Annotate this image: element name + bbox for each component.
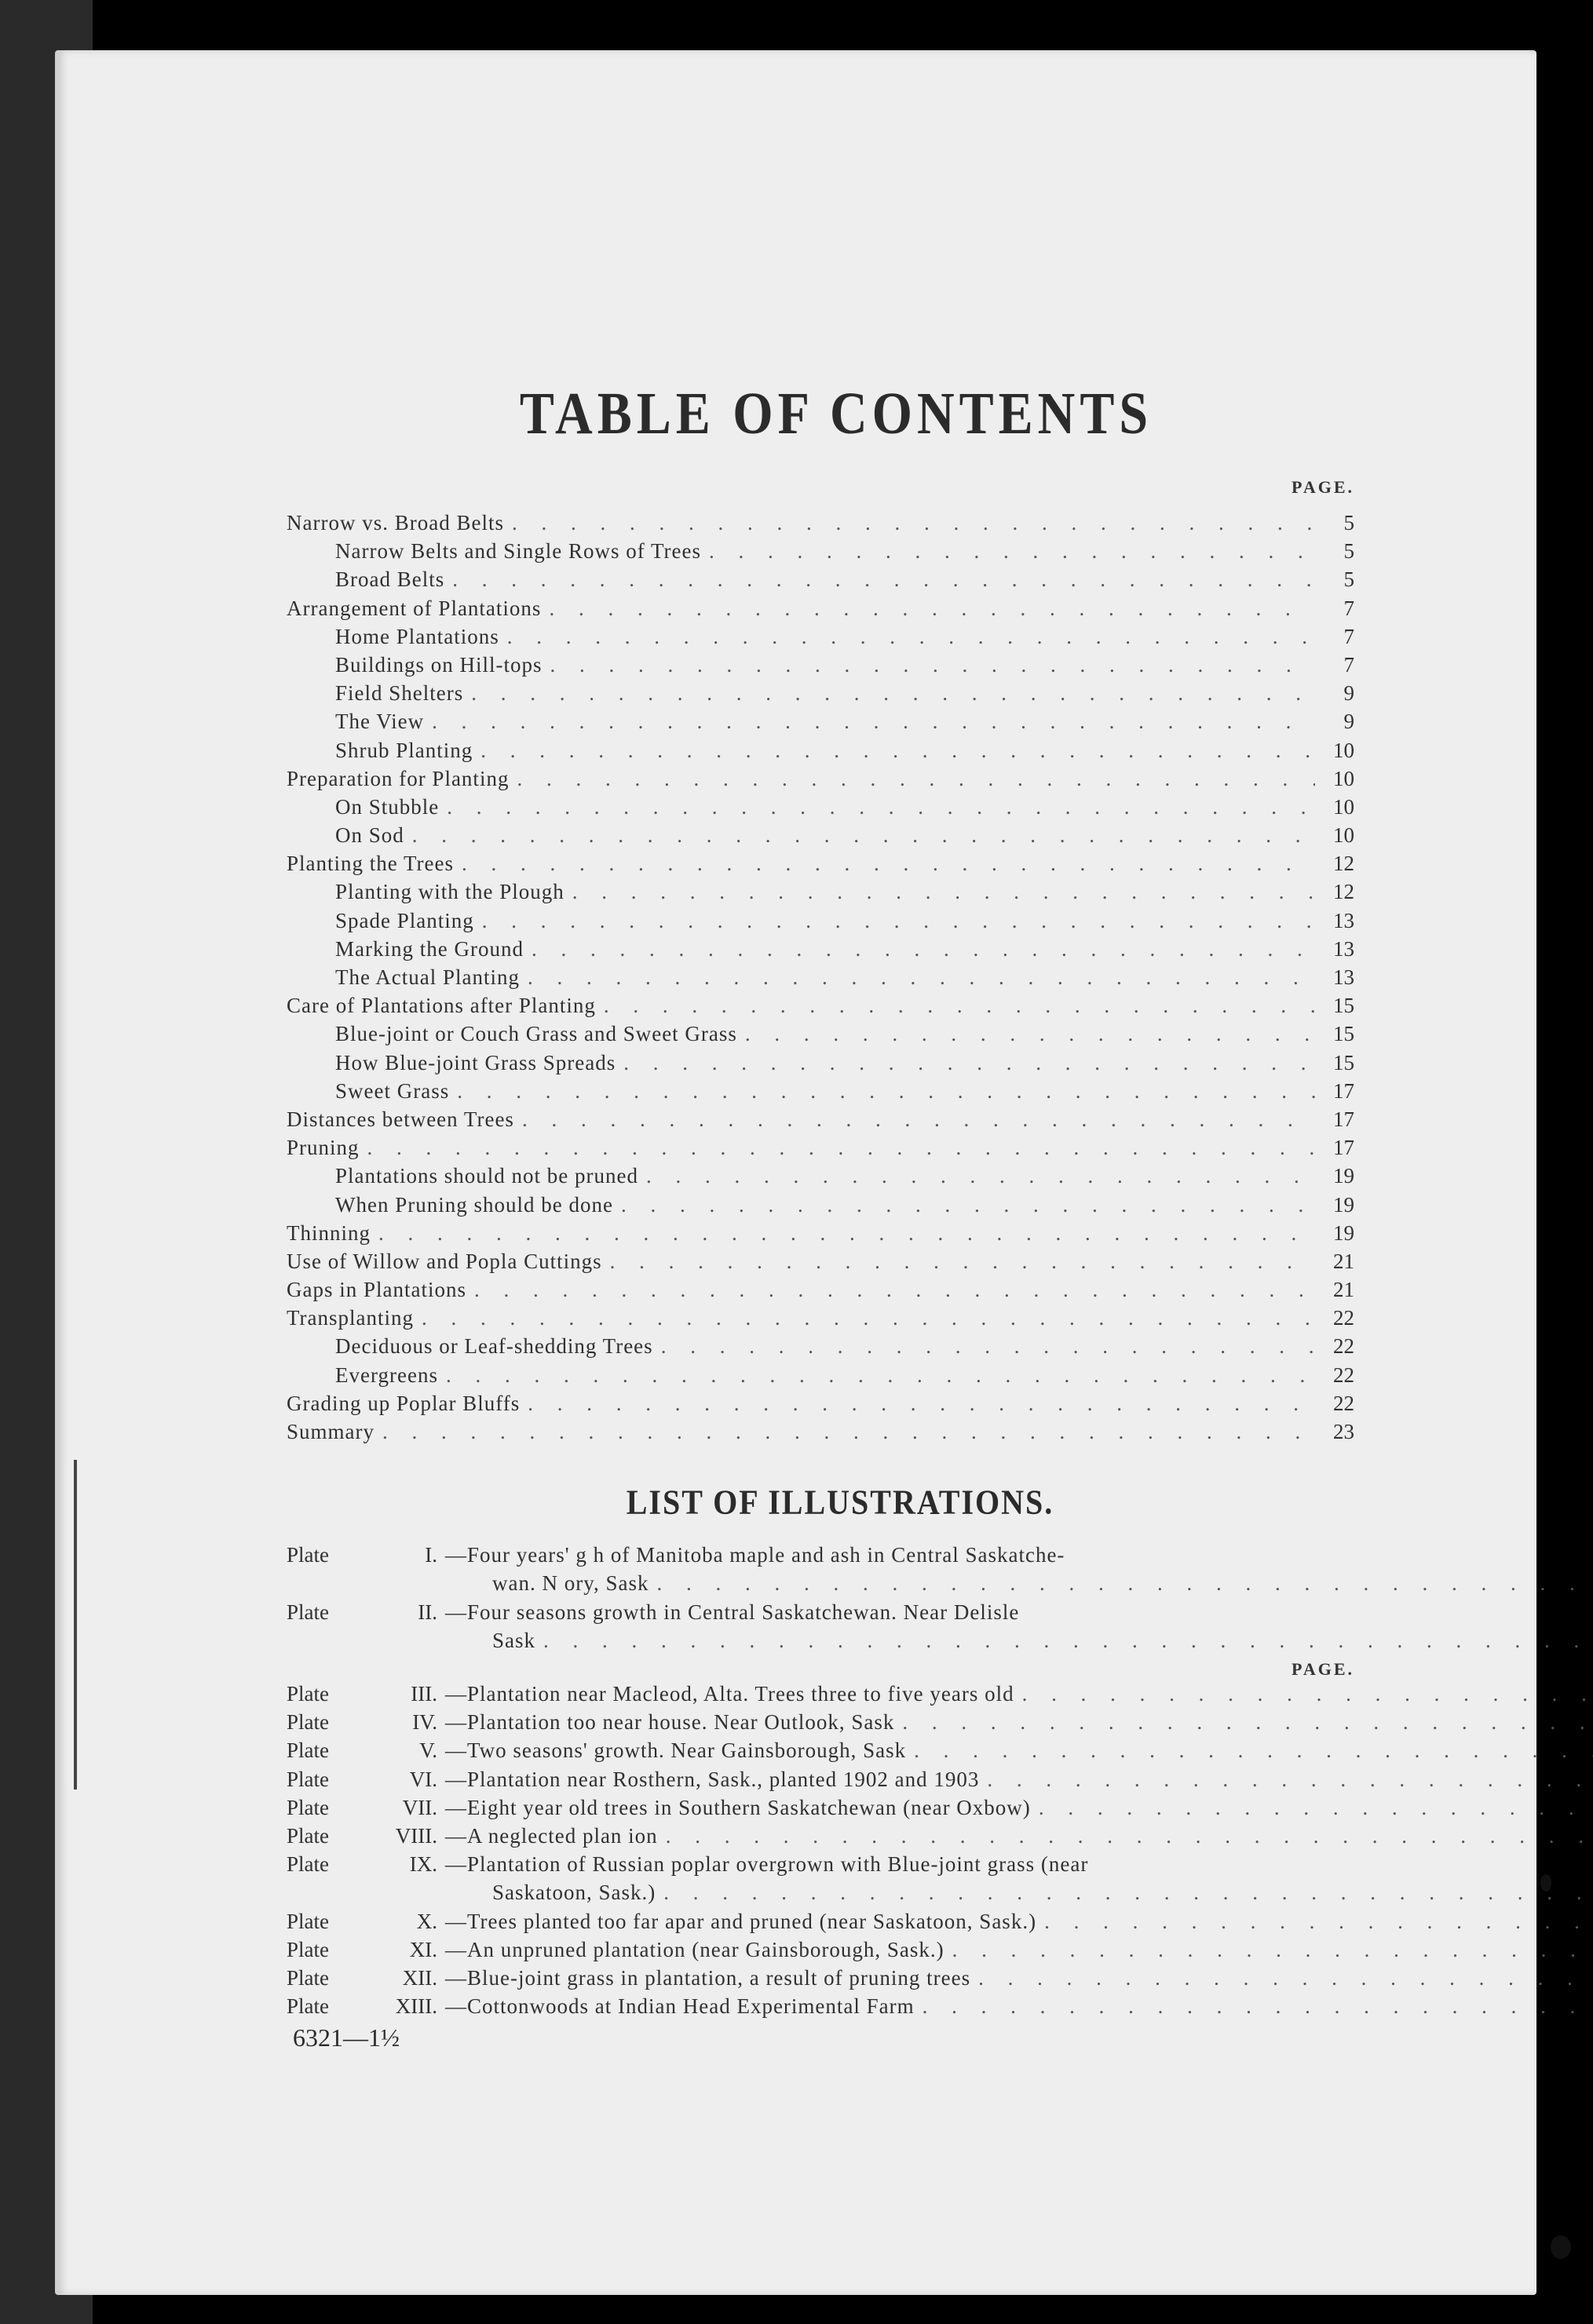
plate-number: II. <box>418 1600 437 1624</box>
toc-entry <box>287 1133 1354 1162</box>
dot-leader <box>623 1049 1315 1077</box>
toc-entry <box>287 1389 1354 1417</box>
toc-entry <box>287 707 1354 735</box>
plate-label: Plate <box>287 1543 329 1567</box>
toc-entry-page: 15 <box>1333 1022 1354 1046</box>
toc-entry-title: How Blue-joint Grass Spreads <box>335 1050 616 1074</box>
toc-entry-page: 19 <box>1333 1192 1354 1217</box>
dot-leader <box>422 1304 1315 1332</box>
toc-entry-title: When Pruning should be done <box>335 1192 613 1217</box>
dot-leader <box>480 736 1315 764</box>
plate-number: IV. <box>412 1710 437 1735</box>
plate-entry <box>287 1736 1354 1764</box>
toc-entry-title: Care of Plantations after Planting <box>287 994 596 1018</box>
plate-caption-line <box>445 1822 1593 1850</box>
toc-entry-title: Distances between Trees <box>287 1107 514 1131</box>
dot-leader <box>952 1935 1593 1964</box>
plate-label: Plate <box>287 1824 329 1848</box>
plate-caption-line <box>445 1626 1593 1655</box>
plate-caption-text: —An unpruned plantation (near Gainsborough, Sask.) <box>445 1937 944 1961</box>
dot-leader <box>522 1105 1315 1133</box>
toc-entry-title: Shrub Planting <box>335 738 473 762</box>
plate-number: IX. <box>409 1852 437 1877</box>
toc-page-header: PAGE. <box>1292 477 1354 497</box>
dot-leader <box>532 935 1315 963</box>
plate-entry <box>287 1541 1354 1597</box>
toc-entry-page: 17 <box>1333 1078 1354 1103</box>
toc-entry-title: Narrow vs. Broad Belts <box>287 511 504 534</box>
dot-leader <box>457 1077 1315 1105</box>
toc-entry-page: 10 <box>1333 823 1354 848</box>
toc-entry-title: Gaps in Plantations <box>287 1278 466 1302</box>
toc-entry-page: 22 <box>1333 1363 1354 1387</box>
plate-caption-line <box>445 1907 1593 1935</box>
dot-leader <box>610 1247 1315 1275</box>
dot-leader <box>528 963 1315 991</box>
toc-entry <box>287 1219 1354 1247</box>
toc-entry-page: 21 <box>1333 1249 1354 1273</box>
toc-entry-title: Grading up Poplar Bluffs <box>287 1391 521 1415</box>
toc-entry-title: Transplanting <box>287 1306 415 1330</box>
toc-entry <box>287 1275 1354 1304</box>
toc-entry <box>287 651 1354 679</box>
toc-entry <box>287 1332 1354 1360</box>
dot-leader <box>474 1275 1315 1304</box>
dot-leader <box>507 622 1315 651</box>
plate-caption-text: —Eight year old trees in Southern Saskatchewan (near Oxbow) <box>445 1795 1031 1819</box>
toc-entry-page: 9 <box>1343 710 1354 734</box>
toc-entry <box>287 1304 1354 1332</box>
toc-entry <box>287 1049 1354 1077</box>
toc-entry-page: 12 <box>1333 852 1354 876</box>
plate-number: XI. <box>409 1937 437 1961</box>
toc-entry-title: Pruning <box>287 1136 360 1160</box>
toc-entry <box>287 1020 1354 1048</box>
toc-entry <box>287 1077 1354 1105</box>
toc-entry <box>287 821 1354 849</box>
toc-entry <box>287 509 1354 537</box>
toc-entry-title: Narrow Belts and Single Rows of Trees <box>335 539 701 564</box>
page-content <box>287 381 1354 2052</box>
plate-caption <box>445 1793 1593 1822</box>
dot-leader <box>661 1332 1315 1360</box>
toc-entry-title: Evergreens <box>335 1363 438 1387</box>
dot-leader <box>482 907 1315 935</box>
plate-entry <box>287 1964 1354 1992</box>
toc-entry-title: Marking the Ground <box>335 936 524 961</box>
plate-entry <box>287 1907 1354 1935</box>
toc-entry-page: 9 <box>1343 681 1354 706</box>
toc-entry-title: Blue-joint or Couch Grass and Sweet Grass <box>335 1022 737 1046</box>
plate-caption <box>445 1935 1593 1964</box>
toc-entry <box>287 594 1354 622</box>
toc-entry-title: On Stubble <box>335 794 440 819</box>
toc-entry-page: 17 <box>1333 1107 1354 1131</box>
toc-entry-page: 13 <box>1333 965 1354 989</box>
toc-entry-page: 13 <box>1333 908 1354 932</box>
plate-entry <box>287 1935 1354 1964</box>
plate-caption-line <box>445 1793 1593 1822</box>
plate-caption-text: —Four seasons growth in Central Saskatchewan. Near Delisle <box>445 1600 1020 1624</box>
plate-entry <box>287 1598 1354 1655</box>
toc-entry-page: 10 <box>1333 794 1354 819</box>
toc-entry <box>287 565 1354 593</box>
toc-entry-title: Planting with the Plough <box>335 880 564 904</box>
toc-entry-title: Plantations should not be pruned <box>335 1164 638 1188</box>
plate-caption-line <box>445 1736 1593 1764</box>
toc-entry-page: 22 <box>1333 1306 1354 1330</box>
toc-entry-title: Summary <box>287 1420 375 1443</box>
toc-entry-title: The View <box>335 710 425 734</box>
plate-entry <box>287 1765 1354 1793</box>
dot-leader <box>1044 1907 1593 1935</box>
toc-entry-page: 15 <box>1333 994 1354 1018</box>
plate-label: Plate <box>287 1994 329 2019</box>
toc-entry-page: 12 <box>1333 880 1354 904</box>
toc-entry-title: Deciduous or Leaf-shedding Trees <box>335 1334 653 1359</box>
dot-leader <box>446 1361 1315 1389</box>
plate-caption-text: —Plantation of Russian poplar overgrown with Blue-joint grass (near <box>445 1852 1089 1877</box>
plate-number: V. <box>419 1738 437 1763</box>
plate-label: Plate <box>287 1909 329 1933</box>
dot-leader <box>621 1191 1315 1219</box>
plate-caption-text: —Trees planted too far apar and pruned (near Saskatoon, Sask.) <box>445 1909 1037 1933</box>
plate-caption-line <box>445 1765 1593 1793</box>
plate-caption-line <box>445 1541 1593 1569</box>
toc-entry <box>287 764 1354 793</box>
toc-entry <box>287 907 1354 935</box>
toc-entry <box>287 1162 1354 1190</box>
toc-entry-title: Arrangement of Plantations <box>287 596 542 620</box>
toc-entry-page: 7 <box>1343 624 1354 648</box>
toc-entry-title: The Actual Planting <box>335 965 520 989</box>
toc-entry-title: Broad Belts <box>335 567 445 592</box>
toc-entry-title: Use of Willow and Popla Cuttings <box>287 1249 602 1273</box>
toc-entry <box>287 622 1354 651</box>
dot-leader <box>978 1964 1593 1992</box>
plate-label: Plate <box>287 1767 329 1791</box>
plate-label: Plate <box>287 1738 329 1763</box>
dot-leader <box>367 1133 1315 1162</box>
toc-entry <box>287 877 1354 906</box>
plate-caption-line <box>445 1964 1593 1992</box>
toc-entry-title: Buildings on Hill-tops <box>335 652 543 677</box>
toc-entry-page: 17 <box>1333 1136 1354 1160</box>
plate-caption <box>445 1736 1593 1764</box>
plate-number: III. <box>411 1682 437 1706</box>
toc-entry-page: 19 <box>1333 1220 1354 1245</box>
toc-entry-title: Home Plantations <box>335 624 499 648</box>
illustrations-title: LIST OF ILLUSTRATIONS. <box>626 1482 1054 1522</box>
plate-caption-text: wan. N ory, Sask <box>492 1571 649 1596</box>
toc-entry-title: Spade Planting <box>335 908 474 932</box>
toc-entry-title: Field Shelters <box>335 681 464 706</box>
toc-entry <box>287 1247 1354 1275</box>
dot-leader <box>543 1626 1593 1655</box>
plate-number: VI. <box>409 1767 437 1791</box>
plate-entry <box>287 1708 1354 1736</box>
toc-entry-page: 7 <box>1343 652 1354 677</box>
plate-caption-text: —Two seasons' growth. Near Gainsborough, Sask <box>445 1738 907 1763</box>
plate-caption <box>445 1598 1593 1655</box>
plate-label: Plate <box>287 1600 329 1624</box>
dot-leader <box>549 594 1315 622</box>
plate-caption-text: —Blue-joint grass in plantation, a result of pruning trees <box>445 1966 971 1990</box>
plate-caption <box>445 1822 1593 1850</box>
dot-leader <box>572 877 1315 906</box>
dot-leader <box>412 821 1315 849</box>
toc-entry-page: 7 <box>1343 596 1354 620</box>
dot-leader <box>987 1765 1593 1793</box>
plate-number: X. <box>416 1909 437 1933</box>
dot-leader <box>656 1569 1593 1597</box>
plate-caption-line <box>445 1850 1593 1878</box>
dot-leader <box>462 849 1315 877</box>
dot-leader <box>550 651 1315 679</box>
plate-label: Plate <box>287 1937 329 1961</box>
dot-leader <box>452 565 1315 593</box>
dot-leader <box>528 1389 1315 1417</box>
plate-caption <box>445 1541 1593 1597</box>
toc-entry-page: 5 <box>1343 567 1354 592</box>
plate-caption-text: —Cottonwoods at Indian Head Experimental Farm <box>445 1994 915 2019</box>
plate-entry <box>287 1793 1354 1822</box>
dot-leader <box>517 764 1315 793</box>
toc-entry <box>287 1191 1354 1219</box>
plate-caption-line <box>445 1992 1593 2020</box>
plate-caption-text: —Plantation near Macleod, Alta. Trees three to five years old <box>445 1682 1014 1706</box>
toc-entry <box>287 736 1354 764</box>
plate-caption <box>445 1765 1593 1793</box>
dot-leader <box>902 1708 1593 1736</box>
toc-entry-title: Preparation for Planting <box>287 766 510 790</box>
dot-leader <box>666 1822 1593 1850</box>
plate-caption-text: Sask <box>492 1628 536 1652</box>
plate-caption-line <box>445 1598 1593 1626</box>
dot-leader <box>663 1878 1593 1906</box>
toc-entry <box>287 537 1354 565</box>
plate-caption-line <box>445 1935 1593 1964</box>
plate-number: VII. <box>402 1795 437 1819</box>
plate-caption <box>445 1680 1593 1708</box>
plate-entry <box>287 1850 1354 1906</box>
plate-number: VIII. <box>395 1824 437 1848</box>
frontispiece-list <box>287 1541 1354 1655</box>
plate-caption-text: —Plantation too near house. Near Outlook, Sask <box>445 1710 895 1735</box>
plate-label: Plate <box>287 1852 329 1877</box>
plate-label: Plate <box>287 1966 329 1990</box>
toc-title: TABLE OF CONTENTS <box>519 381 1153 447</box>
toc-entry-page: 5 <box>1343 539 1354 564</box>
toc-entry <box>287 935 1354 963</box>
toc-entry <box>287 679 1354 707</box>
plate-caption <box>445 1708 1593 1736</box>
plate-caption-text: Saskatoon, Sask.) <box>492 1881 656 1905</box>
dot-leader <box>604 991 1315 1020</box>
plate-caption <box>445 1992 1593 2020</box>
plate-caption <box>445 1907 1593 1935</box>
plate-caption <box>445 1964 1593 1992</box>
toc-entry-title: Thinning <box>287 1220 371 1245</box>
plate-label: Plate <box>287 1682 329 1706</box>
dot-leader <box>378 1219 1315 1247</box>
toc-entry <box>287 991 1354 1020</box>
plate-number: XIII. <box>395 1994 437 2019</box>
page-footer: 6321—1½ <box>293 2023 400 2052</box>
dot-leader <box>709 537 1315 565</box>
dot-leader <box>923 1992 1593 2020</box>
toc-entry <box>287 849 1354 877</box>
dot-leader <box>512 509 1315 537</box>
toc-entry-page: 10 <box>1333 766 1354 790</box>
plate-entry <box>287 1992 1354 2020</box>
plate-label: Plate <box>287 1795 329 1819</box>
toc-entry-page: 19 <box>1333 1164 1354 1188</box>
gutter-mark <box>74 1460 77 1790</box>
plate-caption-line <box>445 1680 1593 1708</box>
plate-entry <box>287 1822 1354 1850</box>
toc-entry-title: On Sod <box>335 823 404 848</box>
dot-leader <box>914 1736 1593 1764</box>
dot-leader <box>745 1020 1315 1048</box>
plate-number: XII. <box>402 1966 437 1990</box>
plate-caption <box>445 1850 1593 1906</box>
toc-entry-page: 23 <box>1333 1420 1354 1443</box>
plate-caption-line <box>445 1708 1593 1736</box>
toc-entry-page: 21 <box>1333 1278 1354 1302</box>
plate-caption-text: —A neglected plan ion <box>445 1824 658 1848</box>
dot-leader <box>447 793 1315 821</box>
toc-entry-page: 22 <box>1333 1334 1354 1359</box>
toc-entry <box>287 963 1354 991</box>
scan-speck <box>1551 2235 1571 2259</box>
dot-leader <box>646 1162 1315 1190</box>
plate-entry <box>287 1680 1354 1708</box>
toc-entry <box>287 793 1354 821</box>
plate-caption-text: —Four years' g h of Manitoba maple and ash in Central Saskatche- <box>445 1543 1065 1567</box>
toc-entry-page: 10 <box>1333 738 1354 762</box>
plate-caption-line <box>445 1569 1593 1597</box>
dot-leader <box>471 679 1315 707</box>
dot-leader <box>1022 1680 1593 1708</box>
toc-entry-page: 5 <box>1343 511 1354 534</box>
illustrations-page-header: PAGE. <box>1292 1659 1354 1679</box>
dot-leader <box>382 1417 1315 1446</box>
toc-list <box>287 509 1354 1446</box>
dot-leader <box>1039 1793 1593 1822</box>
toc-entry-title: Planting the Trees <box>287 852 455 876</box>
toc-entry-page: 13 <box>1333 936 1354 961</box>
plate-number: I. <box>425 1543 437 1567</box>
toc-entry <box>287 1417 1354 1446</box>
toc-entry <box>287 1361 1354 1389</box>
toc-entry-page: 15 <box>1333 1050 1354 1074</box>
toc-entry-title: Sweet Grass <box>335 1078 450 1103</box>
plate-list <box>287 1680 1354 2020</box>
toc-entry <box>287 1105 1354 1133</box>
plate-label: Plate <box>287 1710 329 1735</box>
dot-leader <box>432 707 1315 735</box>
toc-entry-page: 22 <box>1333 1391 1354 1415</box>
plate-caption-text: —Plantation near Rosthern, Sask., planted 1902 and 1903 <box>445 1767 980 1791</box>
plate-caption-line <box>445 1878 1593 1906</box>
